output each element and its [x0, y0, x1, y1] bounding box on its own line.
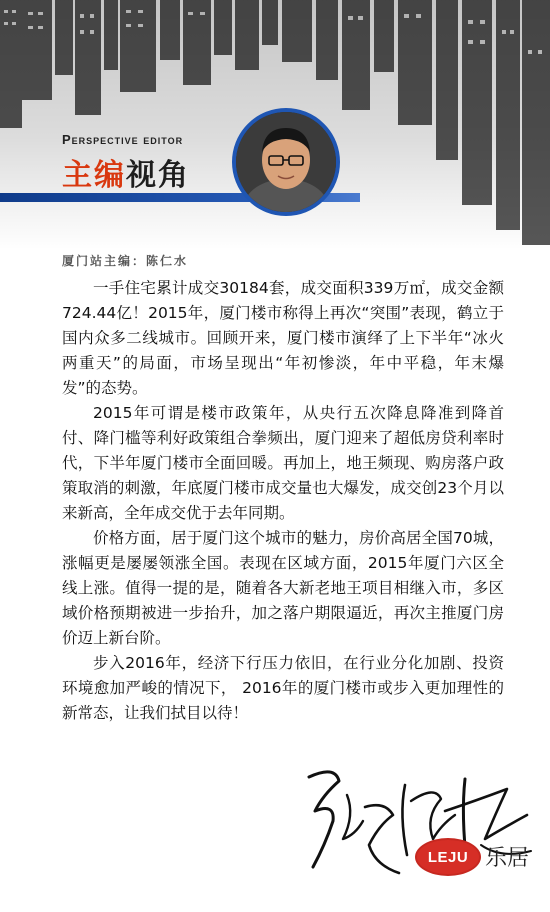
article-body — [62, 276, 504, 726]
author-line: 厦门站主编：陈仁水 — [62, 254, 189, 268]
editor-portrait — [232, 108, 340, 216]
title-part-dark: 视角 — [126, 158, 190, 193]
paragraph-4: 步入2016年，经济下行压力依旧，在行业分化加剧、投资环境愈加严峻的情况下， 2016年的厦门楼市或步入更加理性的新常态，让我们拭目以待！ — [62, 654, 504, 722]
logo-badge: LEJU — [415, 838, 481, 876]
leju-logo — [415, 838, 530, 876]
portrait-image — [236, 112, 336, 212]
paragraph-1: 一手住宅累计成交30184套，成交面积339万㎡，成交金额724.44亿！2015年，厦门楼市称得上再次“突围”表现，鹤立于国内众多二线城市。回顾开来，厦门楼市演绎了上下半年“冰火两重天”的局面，市场呈现出“年初惨淡，年中平稳，年末爆发”的态势。 — [62, 279, 504, 397]
header — [0, 0, 550, 215]
handwritten-signature — [295, 755, 545, 905]
paragraph-2: 2015年可谓是楼市政策年，从央行五次降息降准到降首付、降门槛等利好政策组合拳频出，厦门迎来了超低房贷利率时代，下半年厦门楼市全面回暖。再加上，地王频现、购房落户政策取消的刺激，年底厦门楼市成交量也大爆发，成交创23个月以来新高，全年成交优于去年同期。 — [62, 404, 504, 522]
section-title — [62, 150, 190, 194]
paragraph-3: 价格方面，居于厦门这个城市的魅力，房价高居全国70城，涨幅更是屡屡领涨全国。表现在区域方面，2015年厦门六区全线上涨。值得一提的是，随着各大新老地王项目相继入市，多区域价格预期被进一步抬升，加之落户期限逼近，再次主推厦门房价迈上新台阶。 — [62, 529, 504, 647]
title-part-red: 主编 — [62, 158, 126, 193]
logo-text: 乐居 — [485, 846, 530, 871]
subtitle-english: Perspective editor — [62, 132, 184, 147]
